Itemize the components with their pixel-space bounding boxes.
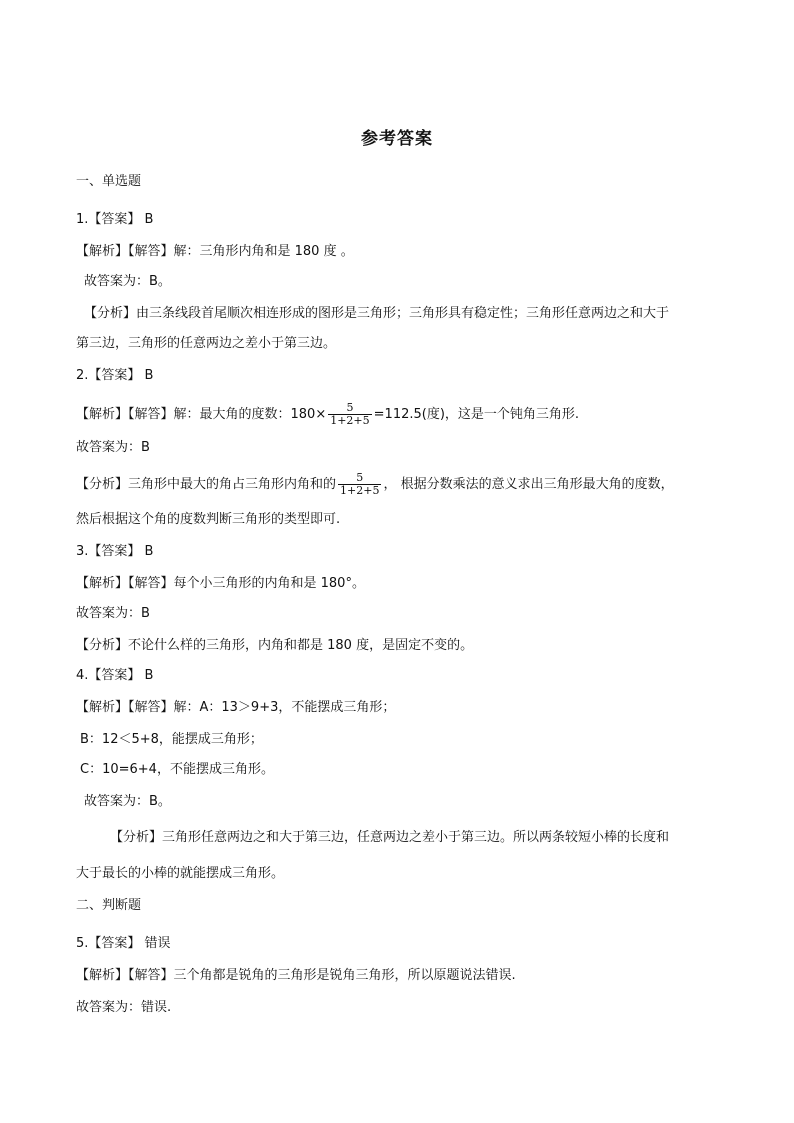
q5-conclusion: 故答案为：错误. [76,1000,172,1015]
q1-note-line1: 【分析】由三条线段首尾顺次相连形成的图形是三角形；三角形具有稳定性；三角形任意两边之和大于 [84,306,670,321]
q4-answer: 4.【答案】 B [76,668,154,683]
page-title: 参考答案 [361,129,433,149]
q4-note-line1: 【分析】三角形任意两边之和大于第三边，任意两边之差小于第三边。所以两条较短小棒的长度和 [110,830,670,845]
q2-fraction [328,402,371,427]
q2-answer: 2.【答案】 B [76,368,154,383]
q2-note-line2: 然后根据这个角的度数判断三角形的类型即可. [76,512,341,527]
q2-note-fraction [338,472,381,497]
q1-analysis: 【解析】【解答】解：三角形内角和是 180 度 。 [76,244,354,259]
q5-answer: 5.【答案】 错误 [76,936,171,951]
q1-conclusion: 故答案为：B。 [84,274,171,289]
q4-note-line2: 大于最长的小棒的就能摆成三角形。 [76,866,285,881]
q2-analysis-prefix: 【解析】【解答】解：最大角的度数：180× [76,407,327,422]
q2-note-suffix: ， 根据分数乘法的意义求出三角形最大角的度数， [383,477,674,492]
q4-line-b: B：12＜5+8，能摆成三角形； [80,732,263,747]
q2-analysis-suffix: =112.5(度)，这是一个钝角三角形. [373,407,580,422]
q4-conclusion: 故答案为：B。 [84,794,171,809]
q3-note: 【分析】不论什么样的三角形，内角和都是 180 度，是固定不变的。 [76,638,474,653]
q2-note-fraction-numerator: 5 [356,471,364,484]
section-heading-single-choice: 一、单选题 [76,174,142,189]
q1-note-line2: 第三边，三角形的任意两边之差小于第三边。 [76,336,337,351]
q3-analysis: 【解析】【解答】每个小三角形的内角和是 180°。 [76,576,365,591]
q5-analysis: 【解析】【解答】三个角都是锐角的三角形是锐角三角形，所以原题说法错误. [76,968,516,983]
q2-conclusion: 故答案为：B [76,440,150,455]
q2-note-prefix: 【分析】三角形中最大的角占三角形内角和的 [76,477,337,492]
q2-fraction-numerator: 5 [346,401,354,414]
q1-answer: 1.【答案】 B [76,212,154,227]
q2-note-fraction-denominator: 1+2+5 [340,484,380,497]
q4-analysis: 【解析】【解答】解：A：13＞9+3，不能摆成三角形； [76,700,396,715]
q2-analysis [76,402,579,428]
q4-line-c: C：10=6+4，不能摆成三角形。 [80,762,274,777]
q2-note [76,472,674,498]
q3-answer: 3.【答案】 B [76,544,154,559]
q2-fraction-denominator: 1+2+5 [330,414,370,427]
section-heading-true-false: 二、判断题 [76,898,142,913]
q3-conclusion: 故答案为：B [76,606,150,621]
